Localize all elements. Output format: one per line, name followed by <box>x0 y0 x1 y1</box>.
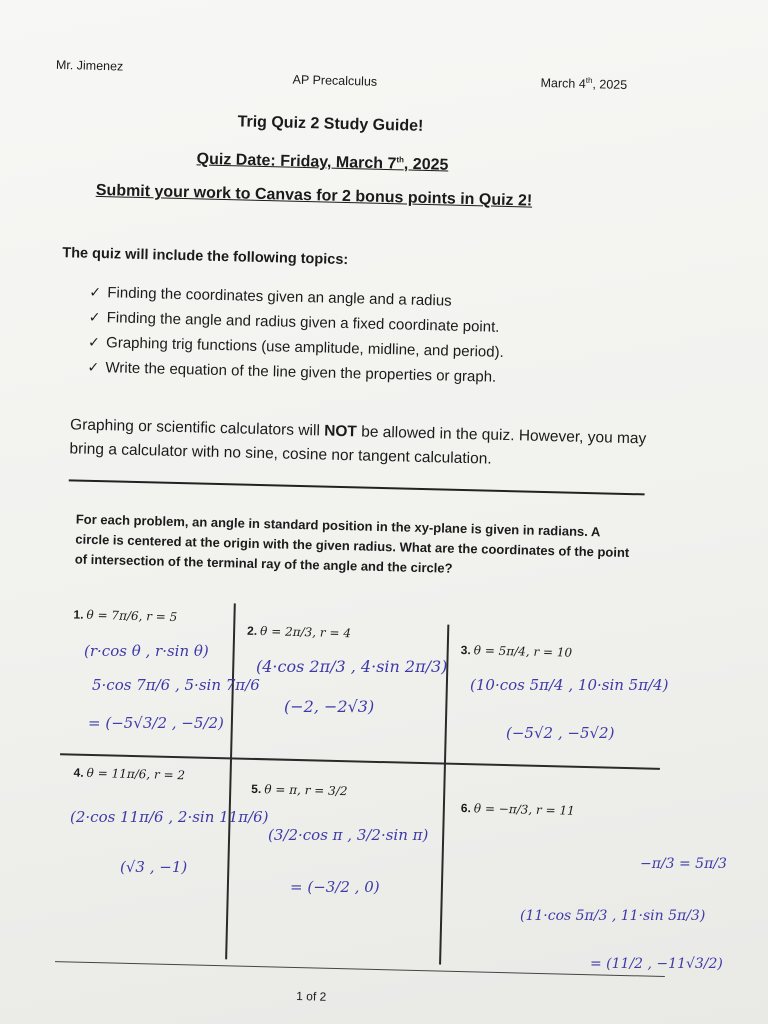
problem-4: 4. θ = 11π/6, r = 2 <box>73 765 186 783</box>
work-line: (r·cos θ , r·sin θ) <box>84 642 209 660</box>
work-problem-5 <box>268 826 429 896</box>
work-problem-6 <box>520 856 727 972</box>
work-line: 5·cos 7π/6 , 5·sin 7π/6 <box>92 676 260 694</box>
work-line: = (−5√3/2 , −5/2) <box>88 714 224 732</box>
work-line: (−5√2 , −5√2) <box>506 724 615 742</box>
list-item: ✓ Write the equation of the line given the properties or graph. <box>87 355 503 390</box>
page-title: Trig Quiz 2 Study Guide! <box>237 113 424 135</box>
problem-3: 3. θ = 5π/4, r = 10 <box>460 642 573 660</box>
problem-2: 2. θ = 2π/3, r = 4 <box>246 623 352 641</box>
list-item: ✓ Graphing trig functions (use amplitude, midline, and period). <box>88 330 504 365</box>
problem-5: 5. θ = π, r = 3/2 <box>251 781 348 799</box>
work-line: −π/3 = 5π/3 <box>640 856 727 872</box>
work-line: (3/2·cos π , 3/2·sin π) <box>268 826 429 844</box>
work-line: (11·cos 5π/3 , 11·sin 5π/3) <box>520 908 706 924</box>
work-line: (√3 , −1) <box>120 858 188 876</box>
work-problem-3 <box>470 676 669 742</box>
checkmark-icon: ✓ <box>88 308 101 326</box>
work-problem-2 <box>256 657 447 716</box>
header-date: March 4th, 2025 <box>540 75 628 93</box>
bonus-note: Submit your work to Canvas for 2 bonus points in Quiz 2! <box>95 181 533 210</box>
work-line: (−2, −2√3) <box>284 697 375 716</box>
topics-heading: The quiz will include the following topics: <box>62 245 349 269</box>
list-item: ✓ Finding the coordinates given an angle and a radius <box>89 280 505 315</box>
checkmark-icon: ✓ <box>87 358 100 376</box>
work-problem-4 <box>70 808 269 876</box>
work-line: = (−3/2 , 0) <box>290 878 380 896</box>
problem-instructions: For each problem, an angle in standard position in the xy-plane is given in radians. A circle is centered at the origin with the given radius. What are the coordinates of the point of intersection of the terminal ray of the angle and the circle? <box>74 511 630 576</box>
work-line: = (11/2 , −11√3/2) <box>590 956 723 972</box>
quiz-date: Quiz Date: Friday, March 7th, 2025 <box>196 150 449 174</box>
calculator-note: Graphing or scientific calculators will NOT be allowed in the quiz. However, you may bring a calculator with no sine, cosine nor tangent calculation. <box>69 416 647 468</box>
work-line: (2·cos 11π/6 , 2·sin 11π/6) <box>70 808 269 826</box>
work-line: (4·cos 2π/3 , 4·sin 2π/3) <box>256 657 448 676</box>
checkmark-icon: ✓ <box>87 333 101 351</box>
course-name: AP Precalculus <box>292 72 378 89</box>
page-number: 1 of 2 <box>296 989 327 1004</box>
work-line: (10·cos 5π/4 , 10·sin 5π/4) <box>470 676 669 694</box>
problem-6: 6. θ = −π/3, r = 11 <box>460 801 575 818</box>
list-item: ✓ Finding the angle and radius given a fixed coordinate point. <box>88 305 504 340</box>
problem-1: 1. θ = 7π/6, r = 5 <box>73 607 178 625</box>
teacher-name: Mr. Jimenez <box>55 57 124 74</box>
checkmark-icon: ✓ <box>89 283 102 301</box>
work-problem-1 <box>84 642 260 732</box>
